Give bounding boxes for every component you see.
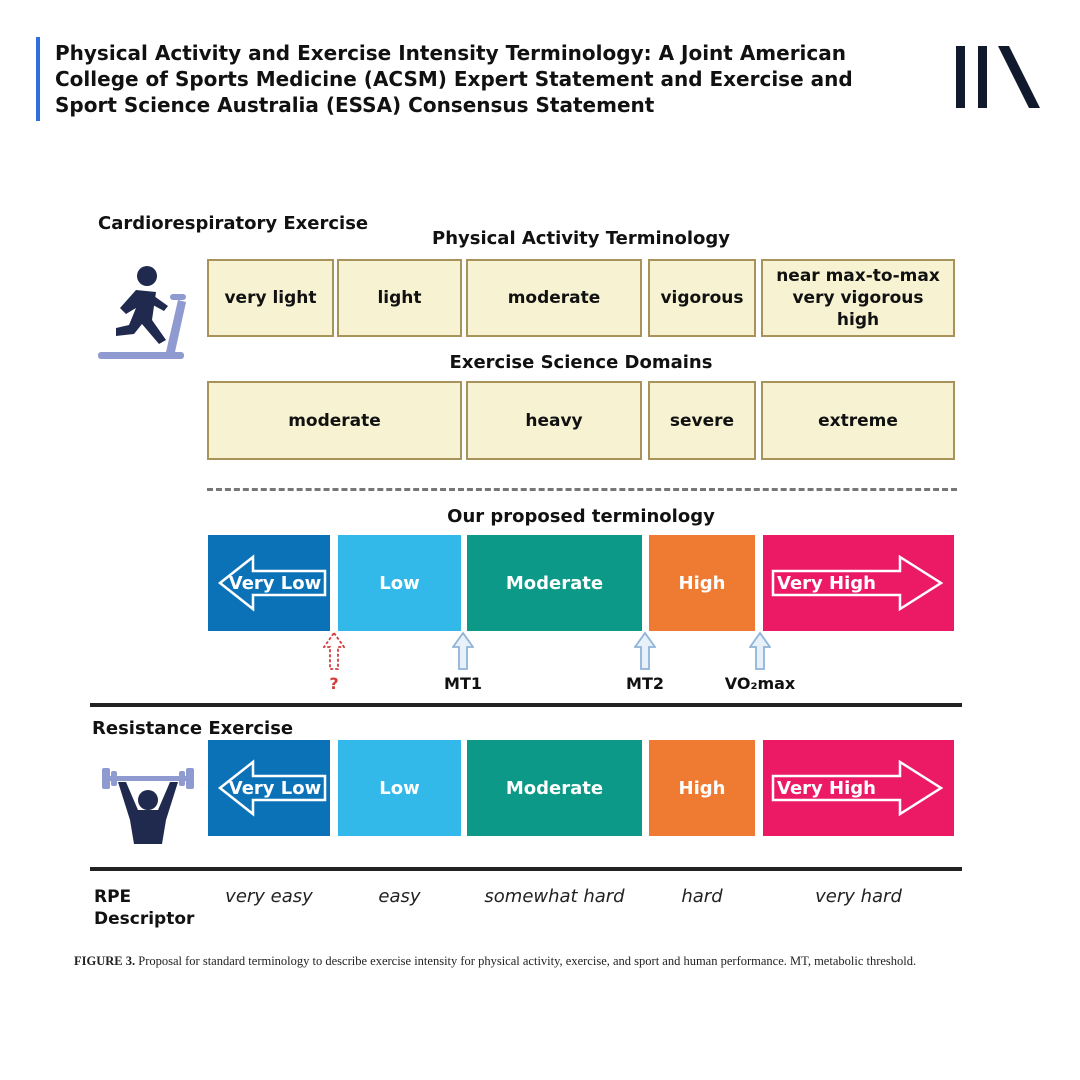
resistance-high-label: High: [678, 777, 726, 799]
proposed-heading: Our proposed terminology: [447, 506, 715, 527]
vo2max-label: VO₂max: [724, 674, 796, 693]
mt1-marker-icon: [452, 631, 474, 671]
cardio-moderate-box: [467, 535, 642, 631]
treadmill-runner-icon: [96, 262, 188, 364]
cardio-low-label: Low: [379, 572, 420, 594]
unknown-threshold-marker-icon: [323, 631, 345, 671]
page-title: Physical Activity and Exercise Intensity Terminology: A Joint American College of Sports Medicine (ACSM) Expert Statement and Exercise and Sport Science Australia (ESSA) Consensus Statement: [55, 41, 853, 117]
vo2max-marker-icon: [749, 631, 771, 671]
resistance-very-high-box: [763, 740, 954, 836]
rpe-somewhat-hard: somewhat hard: [484, 886, 625, 907]
section-divider-solid-top: [90, 703, 962, 707]
cardio-moderate-label: Moderate: [505, 572, 604, 594]
mt2-marker-icon: [634, 631, 656, 671]
resistance-moderate-box: [467, 740, 642, 836]
rpe-easy: easy: [378, 886, 421, 907]
pa-box-very-light: very light: [207, 259, 334, 337]
weightlifter-icon: [98, 766, 198, 846]
cardio-very-high-box: [763, 535, 954, 631]
es-box-moderate: moderate: [207, 381, 462, 460]
es-box-extreme: extreme: [761, 381, 955, 460]
es-heading: Exercise Science Domains: [449, 352, 713, 373]
rpe-very-easy: very easy: [225, 886, 313, 907]
figure-caption: [74, 954, 1014, 969]
resistance-label: Resistance Exercise: [92, 718, 294, 739]
resistance-very-low-label: Very Low: [228, 777, 322, 799]
unknown-threshold-label: ?: [329, 674, 339, 693]
cardio-high-label: High: [678, 572, 726, 594]
cardio-very-low-label: Very Low: [228, 572, 322, 594]
pa-box-near-max: near max-to-max very vigorous high: [761, 259, 955, 337]
pa-heading: Physical Activity Terminology: [432, 228, 730, 249]
resistance-moderate-label: Moderate: [505, 777, 604, 799]
es-box-heavy: heavy: [466, 381, 642, 460]
section-divider-solid-bottom: [90, 867, 962, 871]
pa-box-light: light: [337, 259, 462, 337]
es-box-severe: severe: [648, 381, 756, 460]
rpe-label: RPE Descriptor: [94, 887, 195, 929]
resistance-very-high-label: Very High: [777, 777, 876, 799]
pa-box-moderate: moderate: [466, 259, 642, 337]
resistance-low-label: Low: [379, 777, 420, 799]
cardio-label: Cardiorespiratory Exercise: [98, 213, 369, 234]
mt1-label: MT1: [444, 674, 482, 693]
caption-text: Proposal for standard terminology to describe exercise intensity for physical activity, exercise, and sport and human performance. MT, metabolic threshold.: [138, 954, 917, 968]
resistance-high-box: [649, 740, 755, 836]
cardio-high-box: [649, 535, 755, 631]
resistance-low-box: [338, 740, 461, 836]
rpe-hard: hard: [681, 886, 723, 907]
cardio-very-low-box: [208, 535, 330, 631]
rpe-very-hard: very hard: [815, 886, 902, 907]
pa-box-vigorous: vigorous: [648, 259, 756, 337]
header-accent-bar: [36, 37, 40, 121]
mt2-label: MT2: [626, 674, 664, 693]
publisher-logo-icon: [952, 44, 1042, 110]
cardio-very-high-label: Very High: [777, 572, 876, 594]
figure-label: FIGURE 3.: [74, 954, 136, 968]
section-divider-dashed: [207, 488, 957, 491]
cardio-low-box: [338, 535, 461, 631]
resistance-very-low-box: [208, 740, 330, 836]
